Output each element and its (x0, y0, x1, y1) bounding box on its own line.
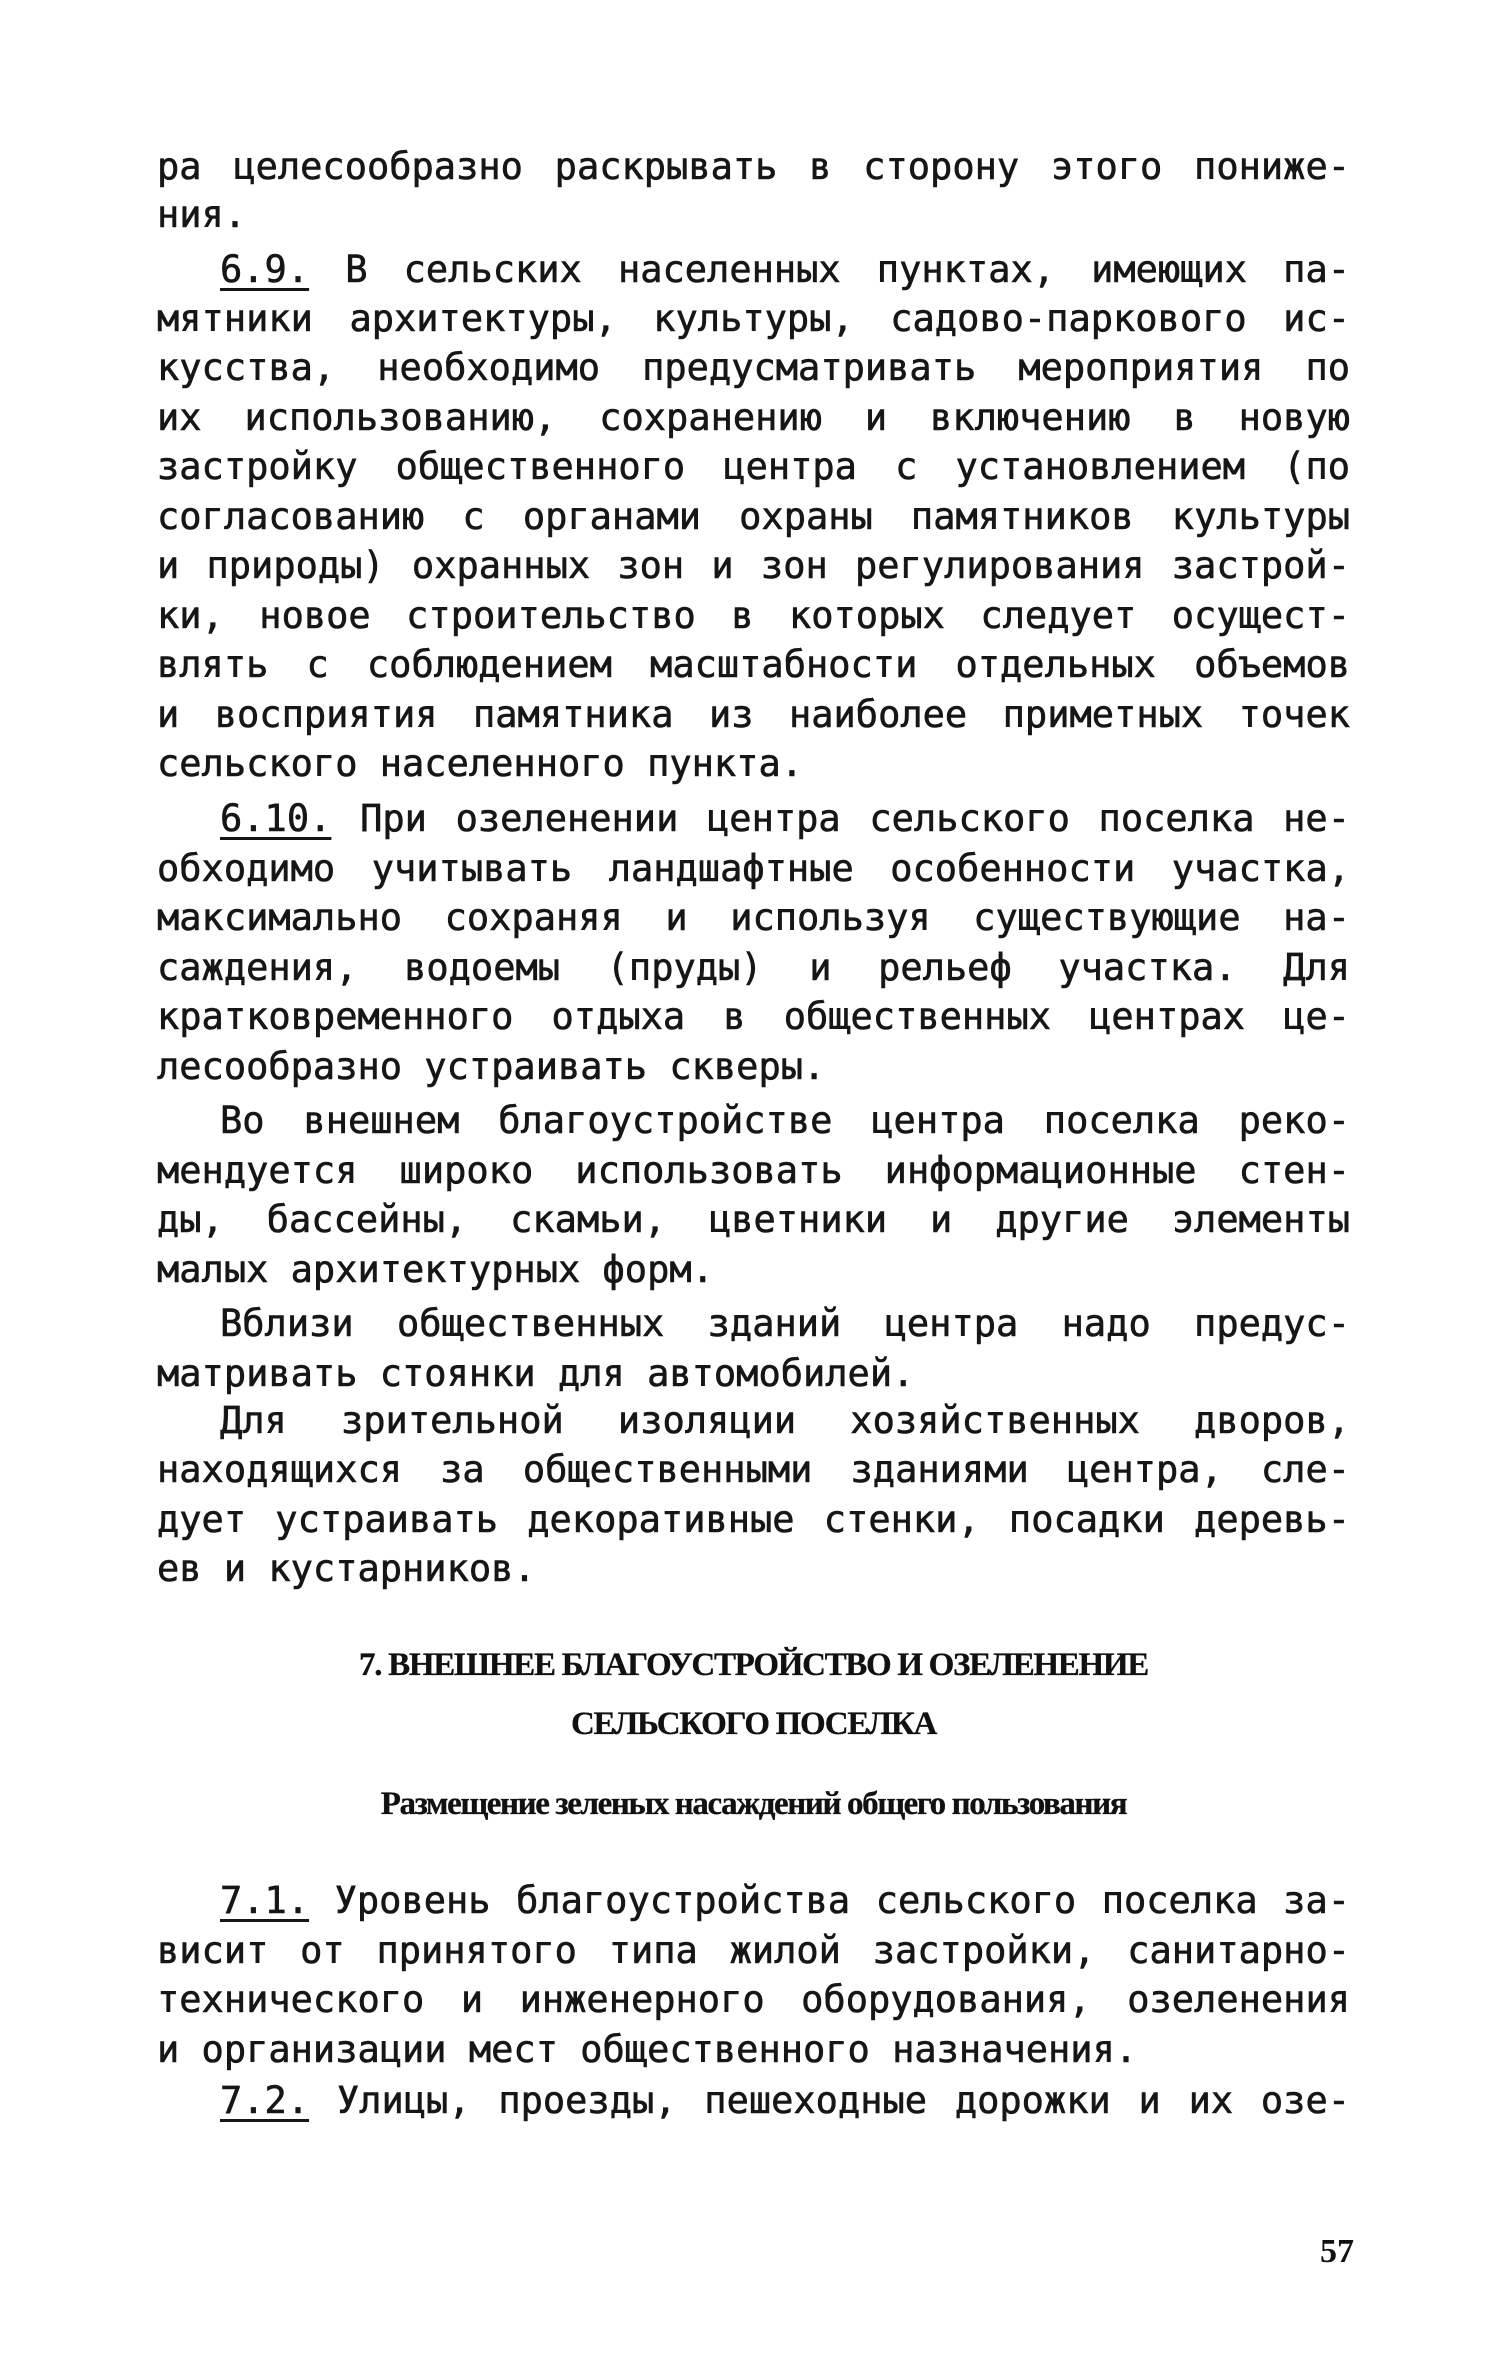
text-line: 7.2. Улицы, проезды, пешеходные дорожки и их озе- (220, 2079, 1351, 2122)
text-line: и природы) охранных зон и зон регулирования застрой- (157, 544, 1350, 587)
item-number-6-9: 6.9. (220, 248, 310, 291)
text-line: их использованию, сохранению и включению в новую (157, 396, 1350, 439)
text-line: Вблизи общественных зданий центра надо предус- (220, 1302, 1350, 1345)
text-line: ки, новое строительство в которых следует осущест- (157, 594, 1350, 637)
text-line: матривать стоянки для автомобилей. (157, 1352, 915, 1395)
text-line: сельского населенного пункта. (157, 742, 804, 785)
item-number-7-1: 7.1. (220, 1879, 310, 1922)
text-line: технического и инженерного оборудования, озеленения (157, 1978, 1350, 2021)
page-number: 57 (1320, 2233, 1354, 2270)
text-line: мятники архитектуры, культуры, садово-паркового ис- (157, 297, 1350, 340)
subsection-heading: Размещение зеленых насаждений общего пользования (380, 1786, 1127, 1822)
text-line: максимально сохраняя и используя существующие на- (157, 896, 1350, 939)
text-line: саждения, водоемы (пруды) и рельеф участка. Для (157, 946, 1350, 989)
text-line: 6.10. При озеленении центра сельского поселка не- (220, 797, 1350, 840)
text-line: лесообразно устраивать скверы. (157, 1045, 826, 1088)
text-line: влять с соблюдением масштабности отдельных объемов (157, 643, 1350, 686)
text-line: 7.1. Уровень благоустройства сельского поселка за- (220, 1879, 1350, 1922)
text-line: и организации мест общественного назначения. (157, 2028, 1138, 2071)
text-line: кусства, необходимо предусматривать мероприятия по (157, 346, 1350, 389)
text-line: ния. (157, 193, 247, 236)
item-number-7-2: 7.2. (220, 2079, 310, 2122)
text-line: малых архитектурных форм. (157, 1248, 714, 1291)
text-line: находящихся за общественными зданиями центра, сле- (157, 1448, 1350, 1491)
text-line: согласованию с органами охраны памятников культуры (157, 495, 1350, 538)
text-line: обходимо учитывать ландшафтные особенности участка, (157, 847, 1350, 890)
text-line: ев и кустарников. (157, 1547, 536, 1590)
section-heading: 7. ВНЕШНЕЕ БЛАГОУСТРОЙСТВО И ОЗЕЛЕНЕНИЕ (359, 1647, 1148, 1683)
text-line: мендуется широко использовать информационные стен- (157, 1149, 1350, 1192)
text-line: Для зрительной изоляции хозяйственных дворов, (220, 1399, 1350, 1442)
text-line: Во внешнем благоустройстве центра поселка реко- (220, 1099, 1350, 1142)
text-line: ды, бассейны, скамьи, цветники и другие элементы (157, 1198, 1350, 1241)
section-heading-continued: СЕЛЬСКОГО ПОСЕЛКА (570, 1706, 937, 1742)
text-line: кратковременного отдыха в общественных центрах це- (157, 995, 1350, 1038)
text-line: дует устраивать декоративные стенки, посадки деревь- (157, 1498, 1350, 1541)
text-line: 6.9. В сельских населенных пунктах, имеющих па- (220, 248, 1351, 291)
text-line: ра целесообразно раскрывать в сторону этого пониже- (157, 145, 1350, 188)
text-line: застройку общественного центра с установлением (по (157, 445, 1350, 488)
item-number-6-10: 6.10. (220, 797, 332, 840)
text-line: и восприятия памятника из наиболее приметных точек (157, 693, 1350, 736)
text-line: висит от принятого типа жилой застройки, санитарно- (157, 1929, 1350, 1972)
